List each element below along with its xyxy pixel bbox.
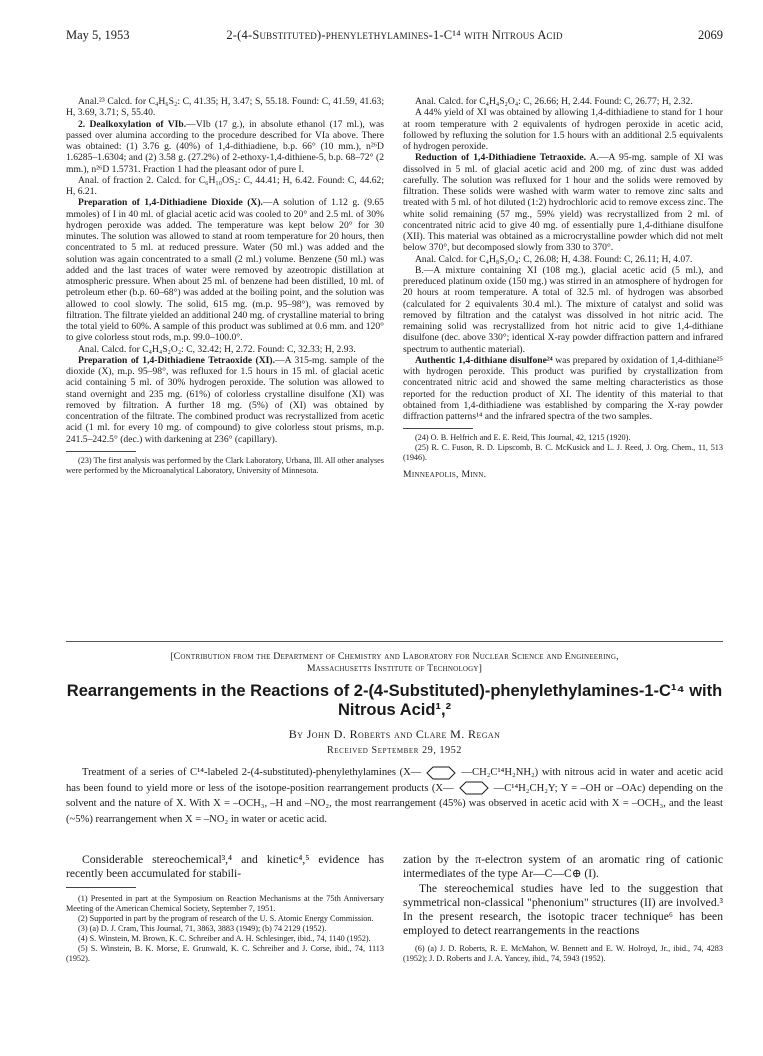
footnote-23: (23) The first analysis was performed by the Clark Laboratory, Urbana, Ill. All other analyses were performed by the Microanalytical Laboratory, University of Minnesota. — [66, 455, 384, 475]
analysis-paragraph: Anal.²³ Calcd. for C₄H₆S₂: C, 41.35; H, 3.47; S, 55.18. Found: C, 41.59, 41.63; H, 3.69, 3.71; S, 55.40. — [66, 96, 384, 119]
paragraph-text: was prepared by oxidation of 1,4-dithiane²⁵ with hydrogen peroxide. This product was purified by crystallization from concentrated nitric acid and showed the same melting characteristics as those reported for the reduction product of XI. The identity of this material to that obtained from 1,4-dithiadiene was established by comparing the X-ray powder diffraction patterns¹⁴ and the infrared spectra of the two samples. — [403, 354, 723, 422]
footnotes — [66, 456, 384, 476]
footnote-rule — [66, 887, 136, 888]
section-divider — [66, 641, 723, 642]
authentic-paragraph — [403, 355, 723, 423]
section-label: Preparation of 1,4-Dithiadiene Dioxide (X). — [78, 197, 263, 209]
dealkoxylation-paragraph — [66, 119, 384, 175]
footnote-5: (5) S. Winstein, B. K. Morse, E. Grunwald, K. C. Schreiber and J. Corse, ibid., 74, 1113 (1952). — [66, 944, 384, 964]
body-paragraph: The stereochemical studies have led to the suggestion that symmetrical non-classical "phenonium" structures (II) are involved.³ In the present research, the isotopic tracer technique⁶ has been employed to detect rearrangements in the reactions — [403, 881, 723, 938]
body-left-column — [66, 853, 384, 964]
article-title — [66, 682, 723, 720]
abstract-text: —CH₂C¹⁴H₂NH₂) with nitrous acid in water and acetic acid has been found to yield more or less of the isotope-position rearrangement products (X— — [66, 767, 723, 794]
paragraph-text: —A solution of 1.12 g. (9.65 mmoles) of I in 40 ml. of glacial acetic acid was cooled to 20° and 2.5 ml. of 30% hydrogen peroxide was added. The temperature was kept below 20° for 30 minutes. The solution was allowed to stand at room temperature for 20 hours, then concentrated to 5 ml. at reduced pressure. Water (50 ml.) was added and the solution was again concentrated to a small (2 ml.) volume. Benzene (50 ml.) was added and the last traces of water were removed by azeotropic distillation at atmospheric pressure. When about 25 ml. of benzene had been distilled, 10 ml. of petroleum ether (b.p. 60–68°) was added at the boiling point, and the solution was allowed to cool slowly. The solid, 615 mg. (m.p. 95–98°), was removed by filtration. The filtrate yielded an additional 240 mg. of crystalline material to bring the total yield to 60%. A sample of this product was sublimed at 0.6 mm. and 120° to give colorless stout rods, m.p. 99.0–100.0°. — [66, 197, 384, 344]
footnote-25: (25) R. C. Fuson, R. D. Lipscomb, B. C. McKusick and L. J. Reed, J. Org. Chem., 11, 513 (1946). — [403, 443, 723, 463]
analysis-tetraoxide-paragraph: Anal. Calcd. for C₄H₄S₂O₄: C, 26.66; H, 2.44. Found: C, 26.77; H, 2.32. — [415, 96, 693, 107]
footnote-2: (2) Supported in part by the program of research of the U. S. Atomic Energy Commission. — [78, 914, 374, 924]
article-footnotes — [66, 894, 384, 964]
body-right-column — [403, 853, 723, 964]
section-label: Reduction of 1,4-Dithiadiene Tetraoxide. — [415, 152, 587, 164]
running-head — [66, 28, 723, 46]
paragraph-text: —VIb (17 g.), in absolute ethanol (17 ml.), was passed over alumina according to the procedure described for VIa above. There was obtained: (1) 3.76 g. (40%) of 1,4-dithiadiene, b.p. 66° (10 mm.), n²⁶D 1.6285–1.6304; and (2) 3.58 g. (27.2%) of 2-ethoxy-1,4-dithiene-5, b.p. 68–72° (2 mm.), n²⁶D 1.5731. Fraction 1 had the pleasant odor of pure I. — [66, 118, 385, 175]
reduction-paragraph — [403, 152, 723, 253]
byline: By John D. Roberts and Clare M. Regan — [288, 727, 501, 741]
article-footnotes — [403, 944, 723, 964]
abstract-paragraph — [66, 765, 723, 827]
dioxide-prep-paragraph — [66, 197, 384, 343]
footnote-6: (6) (a) J. D. Roberts, R. E. McMahon, W. Bennett and E. W. Holroyd, Jr., ibid., 74, 4283 (1952); J. D. Roberts and J. A. Yancey, ibid., 74, 5943 (1952). — [403, 944, 723, 964]
analysis-disulfone-paragraph: Anal. Calcd. for C₄H₈S₂O₄: C, 26.08; H, 4.38. Found: C, 26.11; H, 4.07. — [415, 253, 693, 265]
paragraph-text: A.—A 95-mg. sample of XI was dissolved in 5 ml. of glacial acetic acid and 200 mg. of zinc dust was added carefully. The solution was refluxed for 1 hour and the solids were removed by filtration. These solids were washed with warm water to remove zinc salts and treated with 5 ml. of hot diluted (1:2) hydrochloric acid to remove excess zinc. The white solid remaining (57 mg., 59% yield) was recrystallized from 2 ml. of concentrated nitric acid to give 40 mg. of essentially pure 1,4-dithiane disulfone (XII). This material was obtained as a microcrystalline powder which did not melt below 370°, but decomposed slowly from 330 to 370°. — [403, 152, 723, 254]
tetraoxide-prep-paragraph — [66, 355, 384, 445]
footnote-24: (24) O. B. Helfrich and E. E. Reid, This Journal, 42, 1215 (1920). — [415, 433, 631, 443]
footnote-3: (3) (a) D. J. Cram, This Journal, 71, 3863, 3883 (1949); (b) 74 2129 (1952). — [78, 924, 327, 934]
abstract-text: —C¹⁴H₂CH₂Y; Y = –OH or –OAc) depending on the solvent and the nature of X. With X = –OCH₃, –H and –NO₂, the most rearrangement (45%) was observed in acetic acid with X = –OCH₃, and the least (~5%) rearrangement when X = –NO₂ in water or acetic acid. — [66, 782, 723, 825]
abstract — [66, 765, 723, 827]
footnote-1: (1) Presented in part at the Symposium on Reaction Mechanisms at the 75th Anniversary Meeting of the American Chemical Society, September 7, 1951. — [66, 894, 384, 914]
header-title: 2-(4-Substituted)-phenylethylamines-1-C¹⁴ with Nitrous Acid — [226, 28, 563, 42]
footnotes — [403, 433, 723, 463]
benzene-ring-icon — [421, 766, 461, 780]
header-page-number: 2069 — [698, 28, 723, 42]
benzene-ring-icon — [454, 781, 494, 795]
contribution-line: Massachusetts Institute of Technology] — [306, 663, 483, 674]
body-paragraph — [403, 853, 723, 882]
section-label: 2. Dealkoxylation of VIb. — [78, 118, 187, 130]
abstract-text: Treatment of a series of C¹⁴-labeled 2-(4-substituted)-phenylethylamines (X— — [82, 767, 422, 778]
contribution-note — [66, 651, 723, 675]
received-date: Received September 29, 1952 — [327, 745, 462, 756]
title-line: Rearrangements in the Reactions of 2-(4-Substituted)-phenylethylamines-1-C¹⁴ with — [66, 682, 723, 700]
analysis-fraction-paragraph: Anal. of fraction 2. Calcd. for C₆H₁₀OS₂: C, 44.41; H, 6.42. Found: C, 44.62; H, 6.21. — [66, 174, 384, 197]
header-date: May 5, 1953 — [66, 28, 130, 42]
section-label: Authentic 1,4-dithiane disulfone²⁴ — [415, 354, 553, 366]
analysis-dioxide-paragraph: Anal. Calcd. for C₄H₄S₂O₂: C, 32.42; H, 2.72. Found: C, 32.33; H, 2.93. — [78, 343, 356, 355]
footnote-4: (4) S. Winstein, M. Brown, K. C. Schreiber and A. H. Schlesinger, ibid., 74, 1140 (1952). — [78, 934, 371, 944]
right-column — [403, 96, 723, 481]
cation-formula: Ar—C—C⊕ (I). — [520, 867, 599, 881]
body-paragraph: Considerable stereochemical³,⁴ and kinetic⁴,⁵ evidence has recently been accumulated for stabili- — [66, 853, 384, 881]
paragraph-text: —A 315-mg. sample of the dioxide (X), m.p. 95–98°, was refluxed for 1.5 hours in 15 ml. of glacial acetic acid containing 5 ml. of 30% hydrogen peroxide. The solution was allowed to stand overnight and 235 mg. (61%) of colorless crystalline disulfone (XI) was removed by filtration. A further 18 mg. (5%) of (XI) was obtained by concentration of the filtrate. The combined product was recrystallized from acetic acid (1 ml. for every 10 mg. of compound) to give colorless stout prisms, m.p. 241.5–242.5° (dec.) with darkening at 236° (capillary). — [66, 354, 384, 445]
contribution-line: [Contribution from the Department of Chemistry and Laboratory for Nuclear Science and Engineering, — [170, 651, 619, 662]
yield-paragraph: A 44% yield of XI was obtained by allowing 1,4-dithiadiene to stand for 1 hour at room temperature with 2 equivalents of hydrogen peroxide in acetic acid, followed by refluxing the solution for 1.5 hours with an additional 2.5 equivalents of hydrogen peroxide. — [403, 107, 723, 152]
footnote-rule — [403, 428, 473, 429]
footnote-rule — [66, 451, 136, 452]
left-column — [66, 96, 384, 476]
reduction-b-paragraph: B.—A mixture containing XI (108 mg.), glacial acetic acid (5 ml.), and prereduced platinum oxide (150 mg.) was stirred in an atmosphere of hydrogen for 20 hours at room temperature. A total of 32.5 ml. of hydrogen was absorbed (calculated for 2 equivalents 30.4 ml.). The mixture of catalyst and solid was removed by filtration and the catalyst was dissolved in hot nitric acid. The remaining solid was recrystallized from hot nitric acid to give 1,4-dithiane disulfone (dec. above 330°; identical X-ray powder diffraction pattern and infrared spectrum to authentic material). — [403, 264, 723, 355]
section-label: Preparation of 1,4-Dithiadiene Tetraoxide (XI). — [78, 354, 276, 366]
title-line: Nitrous Acid¹,² — [337, 701, 452, 719]
body-text: zation by the π-electron system of an aromatic ring of cationic intermediates of the type — [403, 853, 723, 881]
city-line: Minneapolis, Minn. — [403, 469, 487, 481]
